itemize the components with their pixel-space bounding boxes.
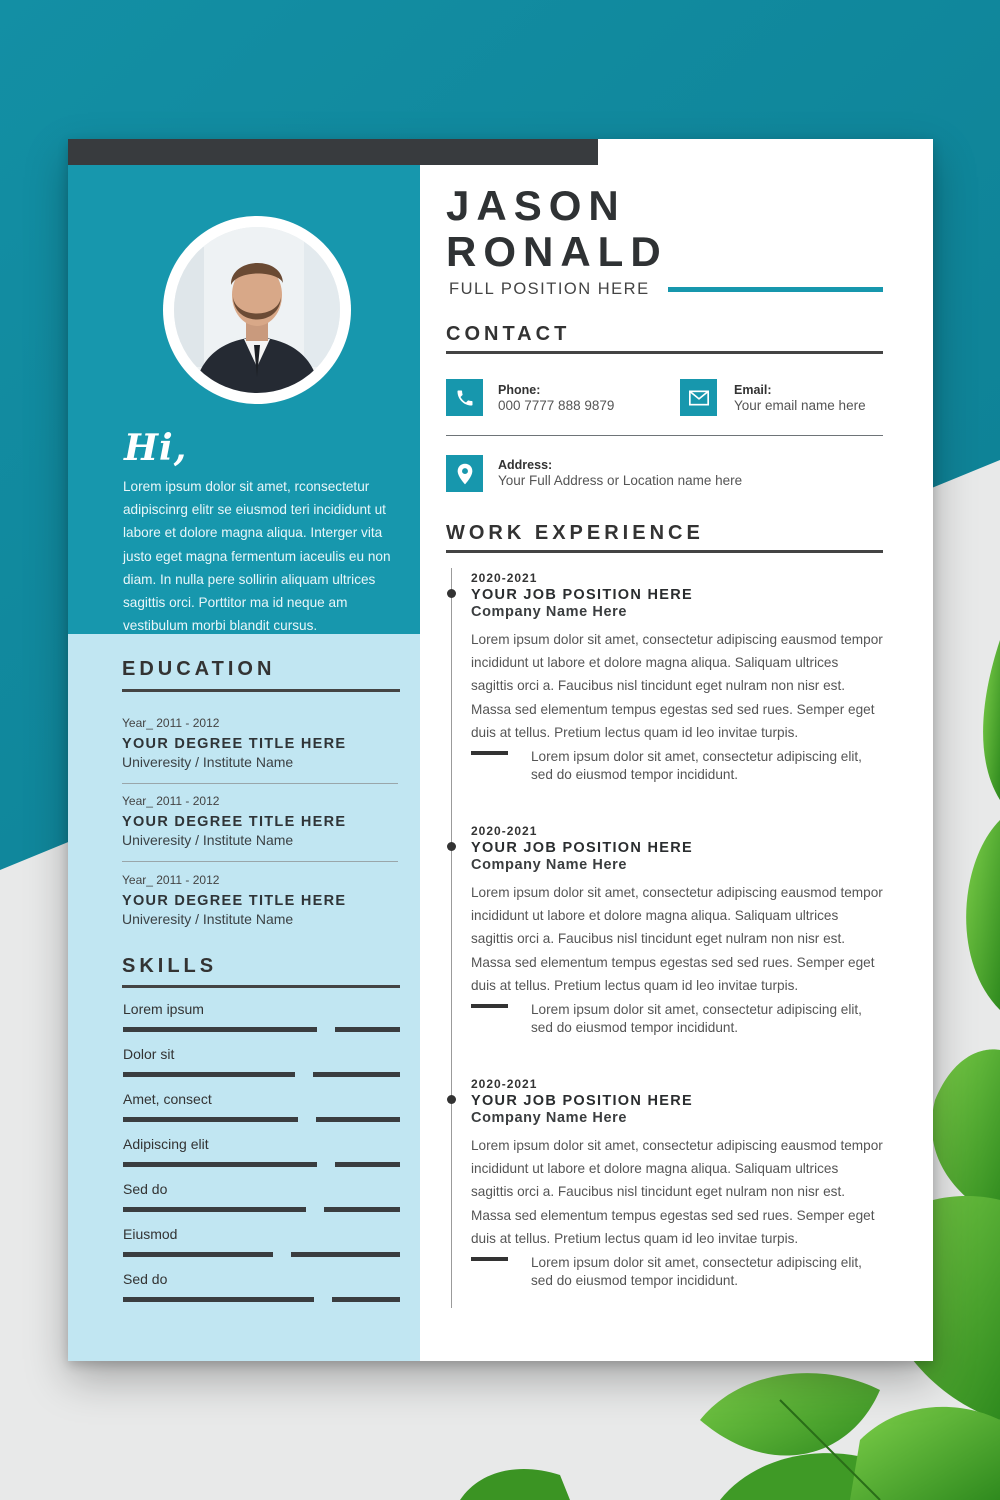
skill-remaining-bar [291, 1252, 400, 1257]
bullet-dash [471, 1257, 508, 1261]
job-title: YOUR JOB POSITION HERE [471, 587, 693, 603]
job-highlight-text: Lorem ipsum dolor sit amet, consectetur adipiscing elit, sed do eiusmod tempor incididunt. [531, 1002, 862, 1035]
bullet-dash [471, 1004, 508, 1008]
profile-photo [174, 227, 340, 393]
mail-icon [689, 390, 709, 406]
contact-rule [446, 351, 883, 354]
job-highlight [471, 1254, 883, 1289]
skill-level-bar [123, 1117, 298, 1122]
job-entry [471, 571, 883, 783]
profile-photo-ring [163, 216, 351, 404]
accent-line [668, 287, 883, 292]
education-item [122, 716, 412, 770]
skill-label: Sed do [123, 1271, 168, 1287]
skill-remaining-bar [316, 1117, 400, 1122]
phone-icon [455, 388, 475, 408]
education-item [122, 873, 412, 927]
education-title: EDUCATION [122, 658, 276, 680]
email-label: Email: [734, 383, 772, 397]
education-divider [122, 861, 398, 862]
job-description: Lorem ipsum dolor sit amet, consectetur adipiscing eausmod tempor incididunt ut labore et dolore magna aliqua. Saliquam ultrices sagittis orci a. Faucibus nisl tincidunt eget nulram non nisr est. Massa sed elementum tempus egestas sed sed rues. Semper eget duis at tellus. Pretium lectus quam id leo invitae turpis. [471, 632, 883, 740]
job-company: Company Name Here [471, 857, 628, 873]
contact-divider [446, 435, 883, 436]
work-title: WORK EXPERIENCE [446, 522, 704, 544]
phone-value: 000 7777 888 9879 [498, 398, 615, 413]
skills-title: SKILLS [122, 955, 218, 977]
skill-item [123, 1181, 400, 1215]
job-year: 2020-2021 [471, 1077, 538, 1091]
skill-item [123, 1136, 400, 1170]
skill-label: Amet, consect [123, 1091, 212, 1107]
skill-level-bar [123, 1027, 317, 1032]
skill-item [123, 1091, 400, 1125]
skill-remaining-bar [313, 1072, 400, 1077]
job-company: Company Name Here [471, 604, 628, 620]
skill-level-bar [123, 1207, 306, 1212]
education-item [122, 794, 412, 848]
skill-level-bar [123, 1252, 273, 1257]
job-highlight-text: Lorem ipsum dolor sit amet, consectetur adipiscing elit, sed do eiusmod tempor incididunt. [531, 1255, 862, 1288]
skill-level-bar [123, 1072, 295, 1077]
resume-page [68, 139, 933, 1361]
candidate-name [446, 183, 668, 275]
job-highlight [471, 748, 883, 783]
work-rule [446, 550, 883, 553]
job-highlight [471, 1001, 883, 1036]
education-year: Year_ 2011 - 2012 [122, 794, 220, 808]
skill-label: Lorem ipsum [123, 1001, 204, 1017]
skill-label: Adipiscing elit [123, 1136, 209, 1152]
education-school: Univeresity / Institute Name [122, 832, 294, 848]
skill-item [123, 1271, 400, 1305]
skills-rule [122, 985, 400, 988]
job-year: 2020-2021 [471, 824, 538, 838]
timeline-dot [447, 842, 456, 851]
address-label: Address: [498, 458, 553, 472]
education-rule [122, 689, 400, 692]
skill-item [123, 1226, 400, 1260]
phone-label: Phone: [498, 383, 541, 397]
education-school: Univeresity / Institute Name [122, 754, 294, 770]
sidebar-details-panel [68, 634, 420, 1361]
job-company: Company Name Here [471, 1110, 628, 1126]
position-title: FULL POSITION HERE [449, 280, 650, 298]
education-school: Univeresity / Institute Name [122, 911, 294, 927]
timeline-line [451, 568, 452, 1308]
location-icon-box [446, 455, 483, 492]
skill-item [123, 1046, 400, 1080]
job-description: Lorem ipsum dolor sit amet, consectetur adipiscing eausmod tempor incididunt ut labore et dolore magna aliqua. Saliquam ultrices sagittis orci a. Faucibus nisl tincidunt eget nulram non nisr est. Massa sed elementum tempus egestas sed sed rues. Semper eget duis at tellus. Pretium lectus quam id leo invitae turpis. [471, 885, 883, 993]
timeline-dot [447, 589, 456, 598]
education-year: Year_ 2011 - 2012 [122, 873, 220, 887]
skill-label: Dolor sit [123, 1046, 175, 1062]
job-year: 2020-2021 [471, 571, 538, 585]
education-divider [122, 783, 398, 784]
skill-remaining-bar [324, 1207, 400, 1212]
last-name: RONALD [446, 228, 668, 275]
education-degree: YOUR DEGREE TITLE HERE [122, 814, 347, 830]
email-value: Your email name here [734, 398, 866, 413]
skill-level-bar [123, 1162, 317, 1167]
skill-remaining-bar [335, 1027, 400, 1032]
person-portrait-icon [174, 227, 340, 393]
greeting: Hi, [124, 427, 188, 469]
job-description: Lorem ipsum dolor sit amet, consectetur adipiscing eausmod tempor incididunt ut labore et dolore magna aliqua. Saliquam ultrices sagittis orci a. Faucibus nisl tincidunt eget nulram non nisr est. Massa sed elementum tempus egestas sed sed rues. Semper eget duis at tellus. Pretium lectus quam id leo invitae turpis. [471, 1138, 883, 1246]
skill-label: Eiusmod [123, 1226, 178, 1242]
mail-icon-box [680, 379, 717, 416]
phone-icon-box [446, 379, 483, 416]
sidebar-intro-panel [68, 165, 420, 634]
intro-paragraph: Lorem ipsum dolor sit amet, rconsectetur adipiscinrg elitr se eiusmod teri incididunt ut labore et dolore magna aliqua. Interger vita justo eget magna fermentum iaceulis eu non diam. In nulla pere sollirin aliquam ultrices sagittis orci. Porttitor ma id neque am vestibulum morbi blandit cursus. [123, 479, 391, 634]
skill-label: Sed do [123, 1181, 168, 1197]
skill-item [123, 1001, 400, 1035]
education-year: Year_ 2011 - 2012 [122, 716, 220, 730]
top-dark-bar [68, 139, 598, 165]
job-highlight-text: Lorem ipsum dolor sit amet, consectetur adipiscing elit, sed do eiusmod tempor incididunt. [531, 749, 862, 782]
bullet-dash [471, 751, 508, 755]
skill-level-bar [123, 1297, 314, 1302]
timeline-dot [447, 1095, 456, 1104]
job-title: YOUR JOB POSITION HERE [471, 1093, 693, 1109]
skill-remaining-bar [335, 1162, 400, 1167]
job-entry [471, 824, 883, 1036]
education-degree: YOUR DEGREE TITLE HERE [122, 893, 347, 909]
contact-title: CONTACT [446, 323, 571, 345]
education-degree: YOUR DEGREE TITLE HERE [122, 736, 347, 752]
first-name: JASON [446, 182, 626, 229]
job-entry [471, 1077, 883, 1289]
address-value: Your Full Address or Location name here [498, 473, 743, 488]
skill-remaining-bar [332, 1297, 400, 1302]
location-icon [456, 463, 474, 485]
job-title: YOUR JOB POSITION HERE [471, 840, 693, 856]
